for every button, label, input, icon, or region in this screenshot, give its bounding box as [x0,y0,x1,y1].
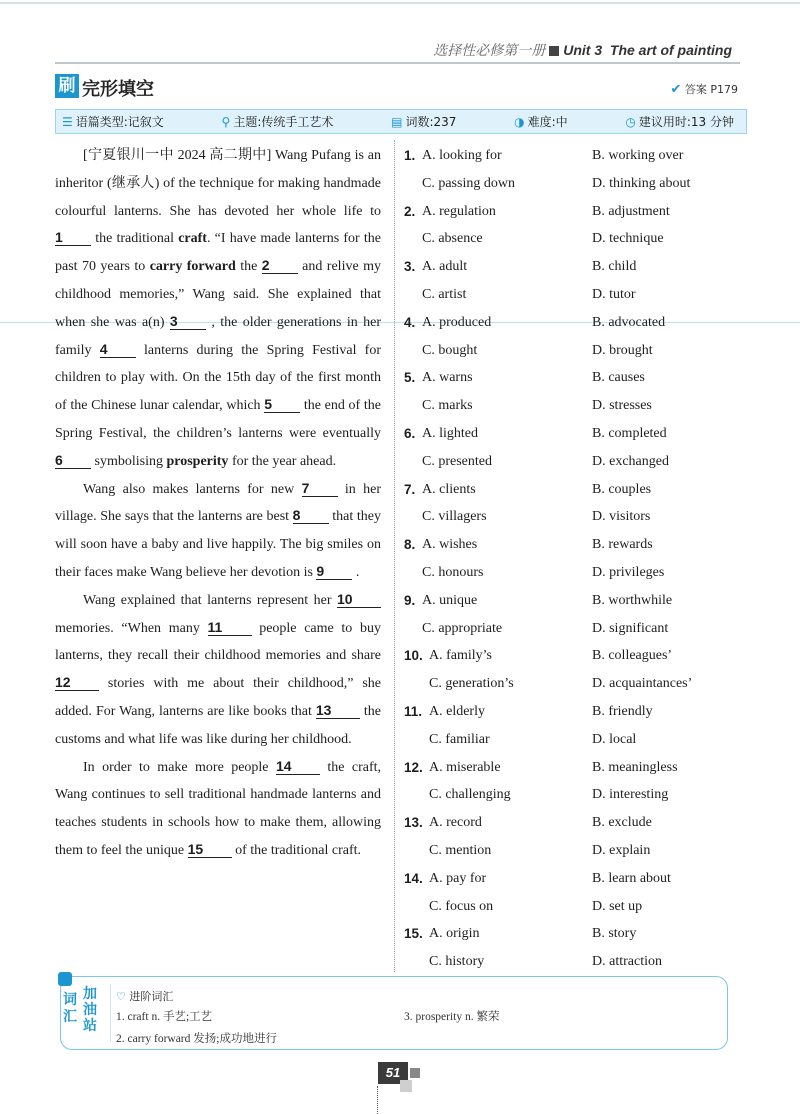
question-number: 10. [404,648,423,664]
option-row [404,670,744,698]
blank-4[interactable]: 4 [100,341,136,358]
option-a[interactable]: A. warns [422,370,473,386]
running-header [433,40,732,60]
vocab-heading [116,988,173,1004]
option-d[interactable]: D. thinking about [592,175,691,191]
book-name: 选择性必修第一册 [433,42,546,58]
question-number: 9. [404,592,416,608]
option-c[interactable]: C. presented [422,453,492,469]
question-number: 4. [404,314,416,330]
option-c[interactable]: C. marks [422,398,473,414]
option-row [404,531,744,559]
option-b[interactable]: B. causes [592,370,645,386]
option-row [404,198,744,226]
question-number: 15. [404,926,423,942]
option-row [404,781,744,809]
question-number: 14. [404,870,423,886]
question-number: 3. [404,259,416,275]
indent [404,837,429,865]
question-number: 7. [404,481,416,497]
option-c[interactable]: C. familiar [429,731,490,747]
option-d[interactable]: D. technique [592,231,664,247]
indent [404,337,422,365]
info-genre [62,113,164,130]
dotted-line [377,1086,378,1114]
option-b[interactable]: B. meaningless [592,759,678,775]
question-number: 12. [404,759,423,775]
text-run: of the traditional craft. [231,842,362,858]
blank-1[interactable]: 1 [55,229,91,246]
option-c[interactable]: C. history [429,954,485,970]
option-row [404,893,744,921]
blank-13[interactable]: 13 [316,702,360,719]
unit-title: The art of painting [609,42,732,58]
option-d[interactable]: D. brought [592,342,653,358]
option-c[interactable]: C. challenging [429,787,511,803]
option-row [404,809,744,837]
info-word-count [391,113,456,130]
indent [404,392,422,420]
option-row [404,337,744,365]
square-icon [549,46,559,56]
option-a[interactable]: A. record [429,815,482,831]
option-row [404,587,744,615]
option-row [404,865,744,893]
vocab-item-1: 1. craft n. 手艺;工艺 [116,1011,213,1023]
answer-options [404,142,744,976]
info-time-text: 建议用时:13 分钟 [638,115,734,129]
question-number: 5. [404,370,416,386]
text-run: the craft, Wang continues to sell traditional handmade lanterns and teaches students in schools how to make them, allowing them to feel the unique [55,759,381,858]
option-b[interactable]: B. rewards [592,537,653,553]
text-run: the end of the Spring Festival, the children’s lanterns were eventually [55,398,381,441]
option-d[interactable]: D. interesting [592,787,669,803]
paragraph-4 [55,754,381,865]
option-d[interactable]: D. stresses [592,398,652,414]
blank-8[interactable]: 8 [293,507,329,524]
option-c[interactable]: C. appropriate [422,620,503,636]
option-row [404,225,744,253]
option-b[interactable]: B. story [592,926,637,942]
indent [404,559,422,587]
text-run: [宁夏银川一中 2024 高二期中] Wang Pufang is an inheritor (继承人) of the technique for making handmade colourful lanterns. She has devoted her whole life to [55,148,381,219]
option-row [404,309,744,337]
option-a[interactable]: A. origin [429,926,480,942]
indent [404,448,422,476]
option-row [404,503,744,531]
blank-12[interactable]: 12 [55,674,99,691]
option-row [404,476,744,504]
brush-badge-icon: 刷 [55,74,79,98]
blank-7[interactable]: 7 [302,480,338,497]
keyword-craft: craft [178,231,207,247]
option-a[interactable]: A. adult [422,259,468,275]
vocab-tab-label: 词汇 [63,992,77,1025]
option-d[interactable]: D. significant [592,620,669,636]
option-b[interactable]: B. completed [592,425,667,441]
info-theme [222,113,334,130]
option-a[interactable]: A. produced [422,314,492,330]
option-b[interactable]: B. colleagues’ [592,648,673,664]
text-run: lanterns during the Spring Festival for children to play with. On the 15th day of the first month of the Chinese lunar calendar, which [55,342,382,414]
answer-reference-text: 答案 P179 [684,83,738,96]
text-run: symbolising [91,453,167,469]
indent [404,726,429,754]
text-run: the customs and what life was like during her childhood. [55,703,381,747]
indent [404,781,429,809]
option-row [404,615,744,643]
question-number: 1. [404,148,416,163]
option-row [404,448,744,476]
text-run: Wang also makes lanterns for new [83,481,302,497]
option-d[interactable]: D. privileges [592,564,665,580]
option-a[interactable]: A. family’s [429,648,492,664]
text-run: , the older generations in her family [55,314,382,358]
option-b[interactable]: B. exclude [592,815,652,831]
indent [404,615,422,643]
indent [404,281,422,309]
text-run: the traditional [91,231,179,247]
question-number: 13. [404,815,423,831]
section-title: 完形填空 [82,79,154,100]
option-c[interactable]: C. villagers [422,509,487,525]
option-d[interactable]: D. attraction [592,954,662,970]
option-row [404,642,744,670]
option-a[interactable]: A. elderly [429,703,485,719]
paragraph-1 [55,142,381,476]
heart-icon: ♡ [116,990,126,1003]
option-row [404,726,744,754]
option-a[interactable]: A. clients [422,481,476,497]
vocab-separator [110,984,111,1042]
option-row [404,142,744,170]
option-c[interactable]: C. bought [422,342,478,358]
option-row [404,837,744,865]
option-b[interactable]: B. couples [592,481,652,497]
search-icon: ⚲ [221,114,231,129]
cloze-passage [55,142,381,865]
option-d[interactable]: D. local [592,731,637,747]
option-row [404,364,744,392]
option-b[interactable]: B. advocated [592,314,666,330]
indent [404,670,429,698]
option-row [404,170,744,198]
option-d[interactable]: D. set up [592,898,643,914]
info-difficulty-text: 难度:中 [527,115,568,129]
option-a[interactable]: A. regulation [422,203,496,219]
question-number: 2. [404,203,416,219]
column-divider [394,140,395,972]
blank-15[interactable]: 15 [188,841,232,858]
option-b[interactable]: B. child [592,259,637,275]
option-c[interactable]: C. honours [422,564,484,580]
document-icon: ☰ [62,114,73,129]
checkmark-icon: ✔ [670,82,682,97]
vocab-heading-text: 进阶词汇 [129,990,174,1003]
vocab-tab [58,978,106,1048]
difficulty-icon: ◑ [514,114,525,129]
deco-square [410,1068,420,1078]
option-c[interactable]: C. passing down [422,175,515,191]
text-run: stories with me about their childhood,” she added. For Wang, lanterns are like books that [55,676,381,719]
info-bar [55,109,747,134]
keyword-carry-forward: carry forward [149,259,236,275]
text-run: . [352,564,360,580]
vocab-item-3: 3. prosperity n. 繁荣 [404,1011,500,1023]
option-c[interactable]: C. absence [422,231,483,247]
text-run: Wang explained that lanterns represent her [83,592,337,608]
text-run: in her village. She says that the lanterns are best [55,481,382,525]
option-a[interactable]: A. pay for [429,870,487,886]
text-run: that they will soon have a baby and live happily. The big smiles on their faces make Wang believe her devotion is [55,509,381,580]
option-b[interactable]: B. learn about [592,870,671,886]
counter-icon: ▤ [391,114,403,129]
indent [404,225,422,253]
option-row [404,281,744,309]
paragraph-2 [55,476,381,587]
option-a[interactable]: A. lighted [422,425,478,441]
indent [404,170,422,198]
fuel-badge-icon [58,972,72,986]
text-run: and relive my childhood memories,” Wang said. She explained that when she was a(n) [55,259,381,330]
keyword-prosperity: prosperity [166,453,229,469]
option-row [404,948,744,976]
option-row [404,920,744,948]
blank-11[interactable]: 11 [208,619,252,636]
option-row [404,559,744,587]
option-d[interactable]: D. acquaintances’ [592,676,693,692]
blank-6[interactable]: 6 [55,452,91,469]
blank-10[interactable]: 10 [337,591,381,608]
info-genre-text: 语篇类型:记叙文 [75,115,164,129]
option-a[interactable]: A. looking for [422,148,502,163]
text-run: memories. “When many [55,620,208,636]
blank-5[interactable]: 5 [264,396,300,413]
info-time [625,113,734,130]
question-number: 6. [404,425,416,441]
vocab-tab-sublabel: 加油站 [83,986,97,1034]
blank-3[interactable]: 3 [170,313,206,330]
option-d[interactable]: D. exchanged [592,453,669,469]
info-theme-text: 主题:传统手工艺术 [233,115,334,129]
option-row [404,392,744,420]
option-b[interactable]: B. friendly [592,703,653,719]
vocab-item-2: 2. carry forward 发扬;成功地进行 [116,1033,277,1045]
option-a[interactable]: A. wishes [422,537,478,553]
option-d[interactable]: D. explain [592,842,651,858]
unit-label: Unit 3 [563,42,603,58]
option-row [404,253,744,281]
option-row [404,754,744,782]
text-run: . “I have made lanterns for the past 70 years to [55,231,381,275]
option-d[interactable]: D. visitors [592,509,651,525]
option-row [404,698,744,726]
text-run: people came to buy lanterns, they recall their childhood memories and share [55,620,381,664]
info-difficulty [514,113,568,130]
option-c[interactable]: C. mention [429,842,492,858]
option-d[interactable]: D. tutor [592,286,636,302]
question-number: 11. [404,703,423,719]
option-c[interactable]: C. artist [422,286,467,302]
option-a[interactable]: A. unique [422,592,478,608]
header-rule [55,62,740,64]
blank-2[interactable]: 2 [262,257,298,274]
option-b[interactable]: B. working over [592,148,684,163]
deco-square [400,1080,412,1092]
option-b[interactable]: B. worthwhile [592,592,673,608]
indent [404,948,429,976]
option-c[interactable]: C. focus on [429,898,494,914]
text-run: In order to make more people [83,759,276,775]
indent [404,503,422,531]
option-b[interactable]: B. adjustment [592,203,670,219]
option-c[interactable]: C. generation’s [429,676,514,692]
blank-14[interactable]: 14 [276,758,320,775]
answer-reference [670,81,738,97]
text-run: for the year ahead. [228,453,337,469]
clock-icon: ◷ [625,114,636,129]
text-run: the [235,259,262,275]
indent [404,893,429,921]
paragraph-3 [55,587,381,754]
page-number: 51 [378,1062,408,1084]
option-row [404,420,744,448]
blank-9[interactable]: 9 [316,563,352,580]
info-word-count-text: 词数:237 [405,115,457,129]
option-a[interactable]: A. miserable [429,759,501,775]
top-rule [0,2,800,4]
question-number: 8. [404,537,416,553]
